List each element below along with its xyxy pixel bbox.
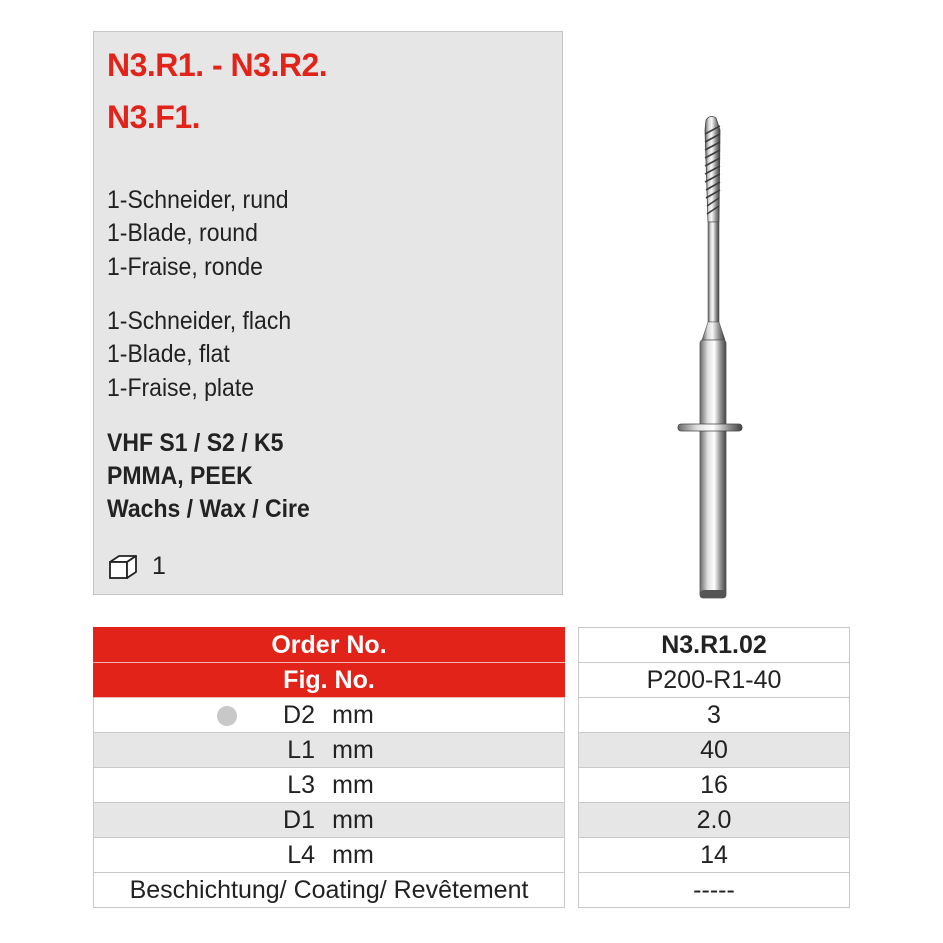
table-row (94, 733, 565, 768)
shank-diameter-dot-icon (217, 706, 237, 726)
dimension-unit: mm (332, 841, 374, 869)
dimension-symbol: L1 (287, 736, 315, 764)
material-line-1: VHF S1 / S2 / K5 (107, 429, 284, 457)
description-flat-en: 1-Blade, flat (107, 340, 230, 368)
dimension-unit: mm (332, 736, 374, 764)
material-line-3: Wachs / Wax / Cire (107, 495, 310, 523)
product-info-panel (93, 31, 563, 595)
material-line-2: PMMA, PEEK (107, 462, 253, 490)
description-round-en: 1-Blade, round (107, 219, 258, 247)
order-no-label: Order No. (94, 628, 565, 663)
description-flat-de: 1-Schneider, flach (107, 307, 292, 335)
dimension-value: 16 (579, 768, 850, 803)
dimension-value: 3 (579, 698, 850, 733)
table-row (94, 873, 565, 908)
table-row (579, 803, 850, 838)
package-box-icon (108, 553, 138, 581)
product-title-line-1: N3.R1. - N3.R2. (107, 47, 328, 83)
spec-value-table (578, 627, 850, 908)
coating-label: Beschichtung/ Coating/ Revêtement (94, 873, 565, 908)
table-row (579, 698, 850, 733)
description-round-de: 1-Schneider, rund (107, 186, 289, 214)
dimension-value: 2.0 (579, 803, 850, 838)
coating-value: ----- (579, 873, 850, 908)
table-row (94, 698, 565, 733)
package-count: 1 (152, 552, 166, 580)
product-title-line-2: N3.F1. (107, 99, 201, 135)
table-row (579, 873, 850, 908)
dimension-unit: mm (332, 806, 374, 834)
table-row (579, 838, 850, 873)
description-flat-fr: 1-Fraise, plate (107, 374, 255, 402)
dimension-symbol: L4 (287, 841, 315, 869)
dimension-value: 14 (579, 838, 850, 873)
dimension-symbol: D1 (283, 806, 315, 834)
spec-label-table (93, 627, 565, 908)
table-row (579, 768, 850, 803)
table-row (94, 803, 565, 838)
fig-no-value: P200-R1-40 (579, 663, 850, 698)
description-round-fr: 1-Fraise, ronde (107, 253, 263, 281)
table-row (94, 838, 565, 873)
table-row (579, 733, 850, 768)
dimension-unit: mm (332, 771, 374, 799)
milling-bur-image (670, 112, 750, 602)
dimension-symbol: D2 (283, 701, 315, 729)
fig-no-label: Fig. No. (94, 663, 565, 698)
dimension-unit: mm (332, 701, 374, 729)
dimension-symbol: L3 (287, 771, 315, 799)
dimension-value: 40 (579, 733, 850, 768)
table-row (94, 768, 565, 803)
order-no-value: N3.R1.02 (579, 628, 850, 663)
